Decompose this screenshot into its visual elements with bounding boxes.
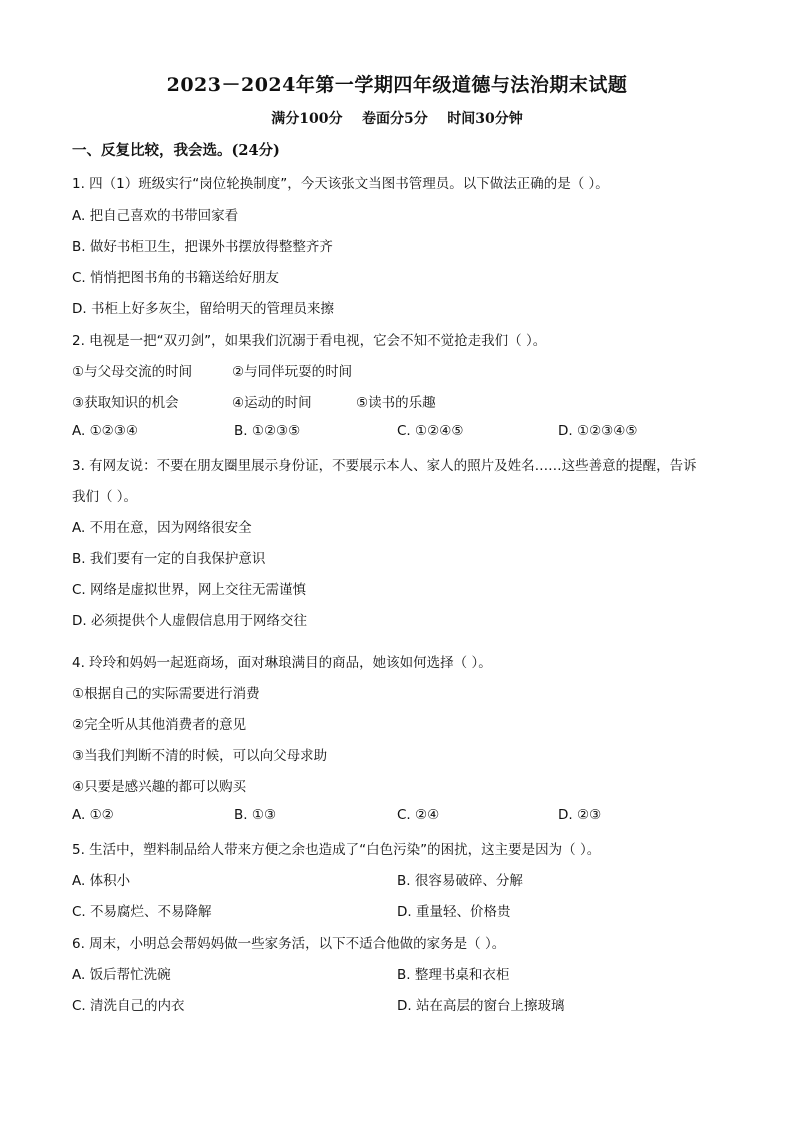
question-4-option-a: A. ①② bbox=[72, 807, 114, 823]
question-4-item-1: ①根据自己的实际需要进行消费 bbox=[72, 686, 260, 702]
question-5-stem: 5. 生活中，塑料制品给人带来方便之余也造成了“白色污染”的困扰，这主要是因为（ ）。 bbox=[72, 842, 601, 858]
question-1-option-b: B. 做好书柜卫生，把课外书摆放得整整齐齐 bbox=[72, 239, 333, 255]
question-1-option-d: D. 书柜上好多灰尘，留给明天的管理员来擦 bbox=[72, 301, 334, 317]
question-1-stem: 1. 四（1）班级实行“岗位轮换制度”，今天该张文当图书管理员。以下做法正确的是（ ）。 bbox=[72, 176, 609, 192]
question-3-option-b: B. 我们要有一定的自我保护意识 bbox=[72, 551, 266, 567]
question-6-option-d: D. 站在高层的窗台上擦玻璃 bbox=[397, 998, 565, 1014]
question-3-stem-line-1: 3. 有网友说：不要在朋友圈里展示身份证，不要展示本人、家人的照片及姓名……这些善意的提醒，告诉 bbox=[72, 458, 697, 474]
question-6-stem: 6. 周末，小明总会帮妈妈做一些家务活，以下不适合他做的家务是（ ）。 bbox=[72, 936, 506, 952]
question-2-item-3: ③获取知识的机会 bbox=[72, 395, 179, 411]
exam-subtitle: 满分100分 卷面分5分 时间30分钟 bbox=[271, 111, 523, 127]
question-2-option-c: C. ①②④⑤ bbox=[397, 423, 464, 439]
section-heading: 一、反复比较，我会选。(24分) bbox=[72, 142, 280, 159]
question-4-item-4: ④只要是感兴趣的都可以购买 bbox=[72, 779, 247, 795]
question-4-item-2: ②完全听从其他消费者的意见 bbox=[72, 717, 247, 733]
question-2-option-d: D. ①②③④⑤ bbox=[558, 423, 638, 439]
question-3-stem-line-2: 我们（ ）。 bbox=[72, 489, 138, 505]
question-2-item-1: ①与父母交流的时间 bbox=[72, 364, 193, 380]
question-6-option-a: A. 饭后帮忙洗碗 bbox=[72, 967, 171, 983]
question-3-option-d: D. 必须提供个人虚假信息用于网络交往 bbox=[72, 613, 307, 629]
question-6-option-c: C. 清洗自己的内衣 bbox=[72, 998, 185, 1014]
question-2-stem: 2. 电视是一把“双刃剑”，如果我们沉溺于看电视，它会不知不觉抢走我们（ ）。 bbox=[72, 333, 547, 349]
question-3-option-c: C. 网络是虚拟世界，网上交往无需谨慎 bbox=[72, 582, 307, 598]
question-4-option-c: C. ②④ bbox=[397, 807, 440, 823]
question-2-item-2: ②与同伴玩耍的时间 bbox=[232, 364, 353, 380]
question-4-option-d: D. ②③ bbox=[558, 807, 602, 823]
question-3-option-a: A. 不用在意，因为网络很安全 bbox=[72, 520, 252, 536]
question-1-option-a: A. 把自己喜欢的书带回家看 bbox=[72, 208, 239, 224]
question-2-item-4: ④运动的时间 bbox=[232, 395, 312, 411]
question-4-stem: 4. 玲玲和妈妈一起逛商场，面对琳琅满目的商品，她该如何选择（ ）。 bbox=[72, 655, 492, 671]
exam-title: 2023－2024年第一学期四年级道德与法治期末试题 bbox=[166, 74, 628, 96]
question-4-option-b: B. ①③ bbox=[234, 807, 277, 823]
question-5-option-d: D. 重量轻、价格贵 bbox=[397, 904, 511, 920]
question-2-option-a: A. ①②③④ bbox=[72, 423, 138, 439]
question-4-item-3: ③当我们判断不清的时候，可以向父母求助 bbox=[72, 748, 328, 764]
question-5-option-a: A. 体积小 bbox=[72, 873, 131, 889]
question-6-option-b: B. 整理书桌和衣柜 bbox=[397, 967, 510, 983]
question-2-item-5: ⑤读书的乐趣 bbox=[356, 395, 436, 411]
question-5-option-c: C. 不易腐烂、不易降解 bbox=[72, 904, 212, 920]
question-2-option-b: B. ①②③⑤ bbox=[234, 423, 301, 439]
question-1-option-c: C. 悄悄把图书角的书籍送给好朋友 bbox=[72, 270, 280, 286]
question-5-option-b: B. 很容易破碎、分解 bbox=[397, 873, 523, 889]
